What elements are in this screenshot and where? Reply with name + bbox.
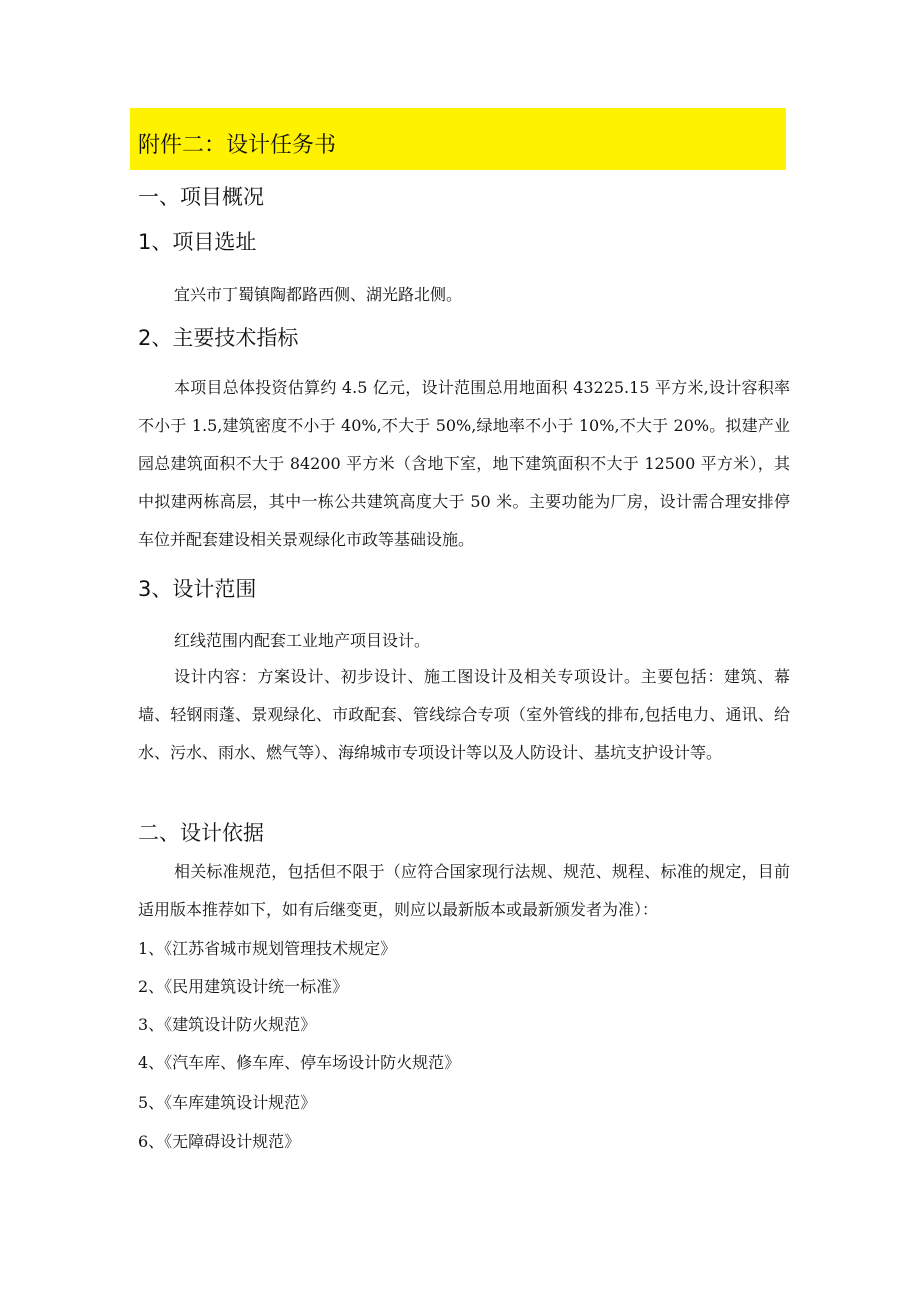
sub2-text: 本项目总体投资估算约 4.5 亿元，设计范围总用地面积 43225.15 平方米,设计容积率不小于 1.5,建筑密度不小于 40%,不大于 50%,绿地率不小于 10%,不大于 20%。拟建产业园总建筑面积不大于 84200 平方米（含地下室，地下建筑面积不大于 12500 平方米），其中拟建两栋高层，其中一栋公共建筑高度大于 50 米。主要功能为厂房，设计需合理安排停车位并配套建设相关景观绿化市政等基础设施。 bbox=[138, 378, 790, 549]
document-title: 附件二：设计任务书 bbox=[138, 133, 337, 158]
reference-item: 5、《车库建筑设计规范》 bbox=[138, 1093, 317, 1112]
sub1-heading: 1、项目选址 bbox=[138, 230, 257, 254]
section2-intro: 相关标准规范，包括但不限于（应符合国家现行法规、规范、规程、标准的规定，目前适用版本推荐如下，如有后继变更，则应以最新版本或最新颁发者为准）： bbox=[138, 862, 790, 919]
section1-heading: 一、项目概况 bbox=[138, 185, 264, 209]
reference-item: 6、《无障碍设计规范》 bbox=[138, 1132, 301, 1151]
sub1-text: 宜兴市丁蜀镇陶都路西侧、湖光路北侧。 bbox=[174, 285, 463, 304]
section2-heading: 二、设计依据 bbox=[138, 821, 264, 845]
reference-item: 1、《江苏省城市规划管理技术规定》 bbox=[138, 939, 397, 958]
sub2-heading: 2、主要技术指标 bbox=[138, 326, 299, 350]
sub3-heading: 3、设计范围 bbox=[138, 577, 257, 601]
sub3-text2: 设计内容：方案设计、初步设计、施工图设计及相关专项设计。主要包括：建筑、幕墙、轻钢雨蓬、景观绿化、市政配套、管线综合专项（室外管线的排布,包括电力、通讯、给水、污水、雨水、燃气等）、海绵城市专项设计等以及人防设计、基坑支护设计等。 bbox=[138, 667, 790, 762]
reference-item: 2、《民用建筑设计统一标准》 bbox=[138, 977, 349, 996]
reference-item: 3、《建筑设计防火规范》 bbox=[138, 1015, 317, 1034]
reference-item: 4、《汽车库、修车库、停车场设计防火规范》 bbox=[138, 1053, 461, 1072]
sub3-text1: 红线范围内配套工业地产项目设计。 bbox=[174, 631, 431, 650]
